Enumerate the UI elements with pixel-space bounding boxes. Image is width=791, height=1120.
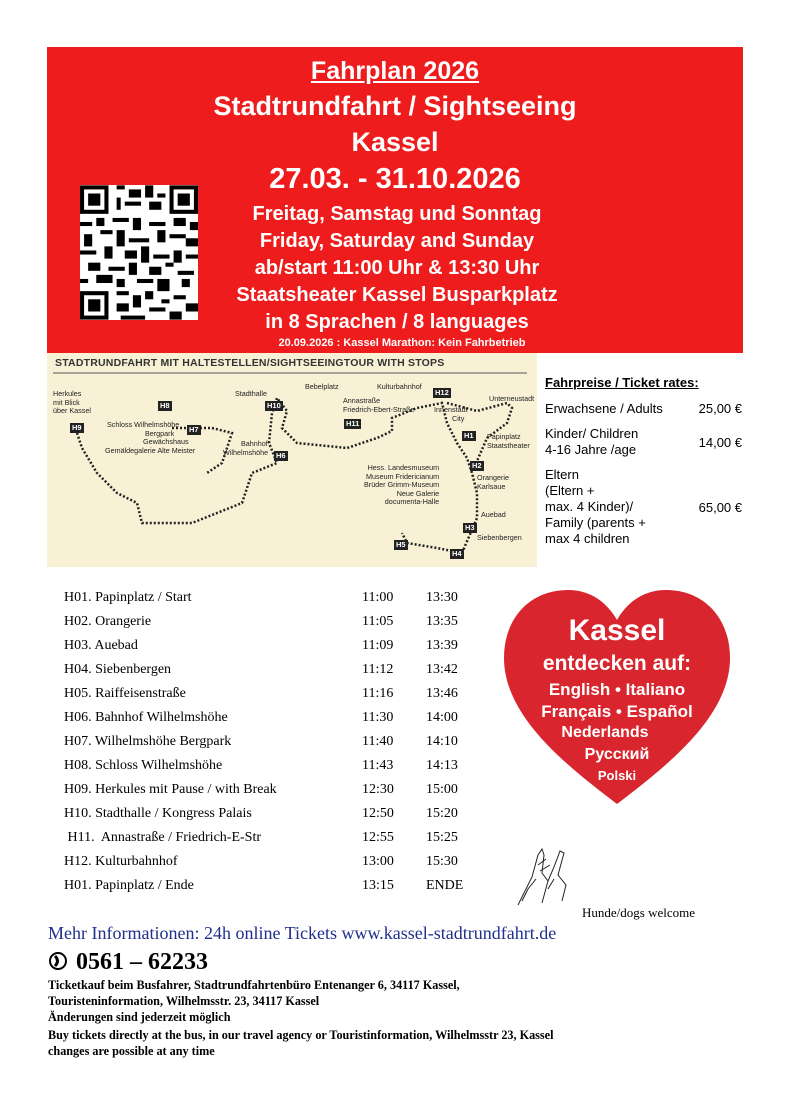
label-auebad: Auebad	[481, 510, 506, 519]
qr-code-icon	[80, 185, 198, 320]
stop-marker-h10: H10	[267, 401, 281, 410]
price-title: Fahrpreise / Ticket rates:	[545, 375, 699, 390]
price-label: 4-16 Jahre /age	[545, 442, 637, 457]
footer-line: Touristeninformation, Wilhelmsstr. 23, 34117 Kassel	[48, 994, 320, 1008]
price-table	[545, 375, 745, 546]
phone-number-text: 0561 – 62233	[76, 949, 208, 975]
heart-languages-3: Nederlands	[561, 724, 649, 741]
stop-marker-h12: H12	[435, 388, 449, 397]
price-value: 14,00 €	[698, 435, 742, 450]
phone-icon	[48, 949, 68, 976]
footer-line: changes are possible at any time	[48, 1044, 215, 1058]
operating-days-de: Freitag, Samstag und Sonntag	[252, 203, 542, 225]
tour-subtitle: Stadtrundfahrt / Sightseeing	[213, 91, 577, 121]
phone-number[interactable]	[48, 949, 208, 976]
price-value: 25,00 €	[698, 401, 742, 416]
stop-marker-h8: H8	[160, 401, 170, 410]
label-stadthalle: Stadthalle	[235, 389, 267, 398]
price-row-family: Eltern (Eltern + max. 4 Kinder)/ Family (parents + max 4 children 65,00 €	[545, 467, 742, 546]
heart-subtitle: entdecken auf:	[542, 652, 692, 675]
label-bebelplatz: Bebelplatz	[305, 382, 339, 391]
paw-hand-icon	[508, 845, 578, 912]
price-label: Erwachsene / Adults	[545, 401, 663, 416]
heart-languages-4: Русский	[584, 746, 650, 763]
heart-title: Kassel	[568, 614, 666, 647]
label-innenstadt: Innenstadt City	[434, 405, 468, 423]
stop-marker-h5: H5	[396, 540, 406, 549]
season-dates: 27.03. - 31.10.2026	[269, 163, 521, 195]
stop-marker-h2: H2	[472, 461, 482, 470]
operating-days-en: Friday, Saturday and Sunday	[259, 230, 535, 252]
footer-line: Änderungen sind jederzeit möglich	[48, 1010, 231, 1024]
marathon-note: 20.09.2026 : Kassel Marathon: Kein Fahrbetrieb	[278, 337, 526, 349]
languages-info: in 8 Sprachen / 8 languages	[265, 311, 529, 333]
stop-marker-h6: H6	[276, 451, 286, 460]
label-bahnhof: Bahnhof Wilhelmshöhe	[223, 439, 269, 457]
stop-marker-h9: H9	[72, 423, 82, 432]
label-museum: Hess. Landesmuseum Museum Fridericianum Brüder Grimm-Museum Neue Galerie documenta-Halle	[364, 463, 440, 506]
label-schloss: Schloss Wilhelmshöhe Bergpark Gewächshaus Gemäldegalerie Alte Meister	[105, 420, 196, 455]
label-siebenbergen: Siebenbergen	[477, 533, 522, 542]
schedule-title: Fahrplan 2026	[310, 57, 480, 85]
stop-marker-h4: H4	[452, 549, 462, 558]
price-label: Kinder/ Children	[545, 426, 639, 441]
label-annastrasse: Annastraße Friedrich-Ebert-Straße	[343, 396, 415, 414]
departure-location: Staatsheater Kassel Busparkplatz	[236, 284, 558, 306]
route-map	[47, 353, 537, 567]
footer-line: Ticketkauf beim Busfahrer, Stadtrundfahrtenbüro Entenanger 6, 34117 Kassel,	[48, 978, 460, 992]
label-papinplatz: Papinplatz Staatstheater	[487, 432, 530, 450]
stop-marker-h3: H3	[465, 523, 475, 532]
dogs-welcome-note: Hunde/dogs welcome	[582, 905, 696, 920]
language-heart	[500, 578, 734, 814]
price-row-children	[545, 426, 745, 460]
heart-languages-1: English • Italiano	[548, 680, 686, 699]
label-herkules: Herkules mit Blick über Kassel	[53, 389, 91, 415]
heart-languages-2: Français • Español	[541, 702, 693, 721]
label-orangerie: Orangerie Karlsaue	[477, 473, 509, 491]
start-times: ab/start 11:00 Uhr & 13:30 Uhr	[254, 257, 540, 279]
label-unterneustadt: Unterneustadt	[489, 394, 535, 403]
footer-line: Buy tickets directly at the bus, in our travel agency or Touristinformation, Wilhelmsstr 23, Kassel	[48, 1028, 554, 1042]
header-banner	[47, 47, 743, 353]
route-line	[47, 353, 537, 567]
price-value: 65,00 €	[698, 500, 742, 515]
stop-marker-h11: H11	[346, 419, 360, 428]
map-title: STADTRUNDFAHRT MIT HALTESTELLEN/SIGHTSEEINGTOUR WITH STOPS	[55, 357, 445, 369]
stop-marker-h1: H1	[464, 431, 474, 440]
qr-code[interactable]	[80, 185, 198, 320]
city-name: Kassel	[351, 127, 439, 157]
heart-languages-5: Polski	[597, 768, 637, 783]
more-info-link[interactable]: Mehr Informationen: 24h online Tickets www.kassel-stadtrundfahrt.de	[48, 923, 557, 943]
stop-marker-h7: H7	[189, 425, 199, 434]
label-kulturbahnhof: Kulturbahnhof	[377, 382, 422, 391]
price-row-adults	[545, 401, 745, 421]
